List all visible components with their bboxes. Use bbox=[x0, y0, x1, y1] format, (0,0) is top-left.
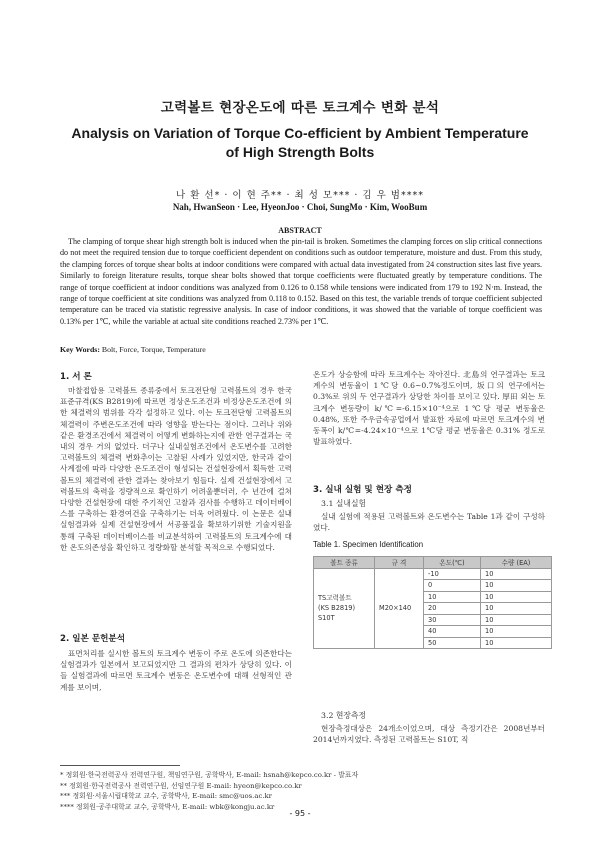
cell-qty: 10 bbox=[481, 637, 552, 649]
cell-temp: 50 bbox=[424, 637, 481, 649]
section-1-title: 1. 서 론 bbox=[60, 372, 92, 382]
footnote-item: ** 정회원·한국전력공사 전력연구원, 선임연구원 E-mail: hyeon@kepco.co.kr bbox=[60, 781, 302, 790]
cell-bolt-type: TS고력볼트 (KS B2819) S10T bbox=[314, 568, 375, 649]
section-2-body bbox=[60, 648, 292, 693]
section-3-1-title: 3.1 실내실험 bbox=[321, 499, 367, 508]
right-intro bbox=[313, 369, 545, 447]
section-3-2-text: 현장측정대상은 24개소이었으며, 대상 측정기간은 2008년부터 2014년까지였다. 측정된 고력볼트는 S10T, 직 bbox=[313, 724, 545, 745]
keywords bbox=[60, 345, 542, 354]
title-en-line2: of High Strength Bolts bbox=[225, 144, 375, 160]
cell-spec: M20×140 bbox=[375, 568, 424, 649]
footnote-item: * 정회원·한국전력공사 전력연구원, 책임연구원, 공학박사, E-mail: hsnah@kepco.co.kr - 발표자 bbox=[60, 771, 359, 779]
cell-qty: 10 bbox=[481, 568, 552, 580]
cell-qty: 10 bbox=[481, 614, 552, 626]
section-3-1-body bbox=[313, 511, 545, 533]
section-3-2-title: 3.2 현장측정 bbox=[321, 711, 367, 720]
table-row bbox=[314, 568, 552, 580]
cell-temp: 30 bbox=[424, 614, 481, 626]
paper-title-korean: 고력볼트 현장온도에 따른 토크계수 변화 분석 bbox=[160, 100, 440, 116]
section-2-text: 표면처리를 실시한 볼트의 토크계수 변동이 주로 온도에 의존한다는 실험결과가 일본에서 보고되었지만 그 결과의 편차가 상당히 있다. 이들 실험결과에 따르면 토크계수 변동은 온도변수에 대해 선형적인 관계를 보이며, bbox=[60, 649, 292, 692]
header-qty: 수량 (EA) bbox=[481, 557, 552, 569]
paper-title-english bbox=[60, 124, 540, 162]
page-number: - 95 - bbox=[289, 809, 311, 818]
cell-qty: 10 bbox=[481, 580, 552, 592]
abstract bbox=[60, 236, 542, 327]
keywords-label: Key Words: bbox=[60, 345, 100, 354]
specimen-table-grid bbox=[313, 556, 552, 649]
keywords-text: Bolt, Force, Torque, Temperature bbox=[99, 345, 206, 354]
cell-qty: 10 bbox=[481, 626, 552, 638]
section-3-2-body bbox=[313, 723, 545, 745]
footnotes bbox=[60, 770, 542, 812]
section-3-1-text: 실내 실험에 적용된 고력볼트와 온도변수는 Table 1과 같이 구성하였다. bbox=[313, 512, 545, 533]
section-1-text: 마찰접합용 고력볼트 종류중에서 토크전단형 고력볼트의 경우 한국표준규격(KS B2819)에 따르면 정상온도조건과 비정상온도조건에 의한 체결력의 범위를 각각 설정하고 있다. 이는 토크전단형 고력볼트의 체결력이 주변온도조건에 따라 영향을 받는다는 점이다. 그러나 위와 같은 환경조건에서 체결력이 어떻게 변화하는지에 관한 연구결과는 국내의 경우 거의 없었다. 더구나 실내실험조건에서 온도변수를 고려한 고력볼트의 체결력 변화추이는 고찰된 사례가 있었지만, 한국과 같이 사계절에 따라 다양한 온도조건이 형성되는 건설현장에서 획득한 고력볼트의 체결력에 관한 결과는 찾아보기 힘들다. 실제 건설현장에서 고력볼트의 축력을 정량적으로 확인하기 어려울뿐더러, 수 년간에 걸쳐 다양한 건설현장에 대한 주기적인 고찰과 검사를 수행하고 데이터베이스를 구축하는 환경여건을 구축하기는 더욱 어려웠다. 이 논문은 실내실험결과와 실제 건설현장에서 서공품질을 확보하기위한 기술지원을 통해 구축된 데이터베이스를 비교분석하여 고력볼트의 토크계수에 대한 온도의존성을 확인하고 정량화할 분석할 목적으로 수행되었다. bbox=[60, 386, 292, 552]
cell-temp: 40 bbox=[424, 626, 481, 638]
cell-qty: 10 bbox=[481, 603, 552, 615]
footnote-item: **** 정회원·공주대학교 교수, 공학박사, E-mail: wbk@kongju.ac.kr bbox=[60, 802, 275, 811]
cell-qty: 10 bbox=[481, 591, 552, 603]
cell-temp: 0 bbox=[424, 580, 481, 592]
table-header-row bbox=[314, 557, 552, 569]
footnote-item: *** 정회원·서울시립대학교 교수, 공학박사, E-mail: smc@uos.ac.kr bbox=[60, 792, 272, 801]
cell-temp: 10 bbox=[424, 591, 481, 603]
section-2-title: 2. 일본 문헌분석 bbox=[60, 634, 126, 644]
authors-korean: 나 환 선* · 이 현 주** · 최 성 모*** · 김 우 범**** bbox=[176, 190, 424, 201]
header-temp: 온도(℃) bbox=[424, 557, 481, 569]
right-intro-text: 온도가 상승함에 따라 토크계수는 작아진다. 北島의 연구결과는 토크계수의 변동율이 1℃당 0.6~0.7%정도이며, 坂口의 연구에서는 0.3%로 위의 두 연구결과가 상당한 차이를 보이고 있다. 厚田 외는 토크계수 변동량이 k/℃=-6.15×10⁻⁴으로 1℃당 평균 변동율은 0.48%, 또한 주우금속공업에서 발표한 자료에 따르면 토크계수의 변동폭이 k/℃=-4.24×10⁻⁴으로 1℃당 평균 변동율은 0.31% 정도로 발표하였다. bbox=[313, 370, 545, 447]
specimen-table bbox=[313, 556, 552, 649]
cell-temp: -10 bbox=[424, 568, 481, 580]
authors-english: Nah, HwanSeon · Lee, HyeonJoo · Choi, SungMo · Kim, WooBum bbox=[172, 202, 428, 212]
header-spec: 규 격 bbox=[375, 557, 424, 569]
header-bolt-type: 볼트 종류 bbox=[314, 557, 375, 569]
title-en-line1: Analysis on Variation of Torque Co-efficient by Ambient Temperature bbox=[71, 125, 529, 141]
cell-temp: 20 bbox=[424, 603, 481, 615]
footnote-divider bbox=[60, 765, 180, 766]
section-3-title: 3. 실내 실험 및 현장 측정 bbox=[313, 485, 412, 495]
abstract-text: The clamping of torque shear high strength bolt is induced when the pin-tail is broken. Sometimes the clamping forces on slip critical connections do not meet the required tension due to torque coefficient dependent on conditions such as outdoor temperature, moisture and dust. From this study, the clamping forces of torque shear bolts at indoor conditions were compared with actual data investigated from 24 construction sites last five years. Similarly to foreign literature results, torque shear bolts showed that torque coefficients were fluctuated greatly by temperature conditions. The range of torque coefficient at indoor conditions was analyzed from 0.126 to 0.158 while tensions were indicated from 179 to 192 N·m. Instead, the range of torque coefficient at site conditions was analyzed from 0.118 to 0.152. Based on this test, the variable trends of torque coefficient subjected temperature can be traced via statistic regressive analysis. In case of indoor conditions, it was showed that the variable of torque coefficient was 0.13% per 1℃, while the variable at actual site conditions reached 2.73% per 1℃. bbox=[60, 237, 542, 326]
section-1-body bbox=[60, 385, 292, 553]
abstract-heading: ABSTRACT bbox=[278, 226, 322, 235]
table-caption: Table 1. Specimen Identification bbox=[313, 540, 424, 549]
